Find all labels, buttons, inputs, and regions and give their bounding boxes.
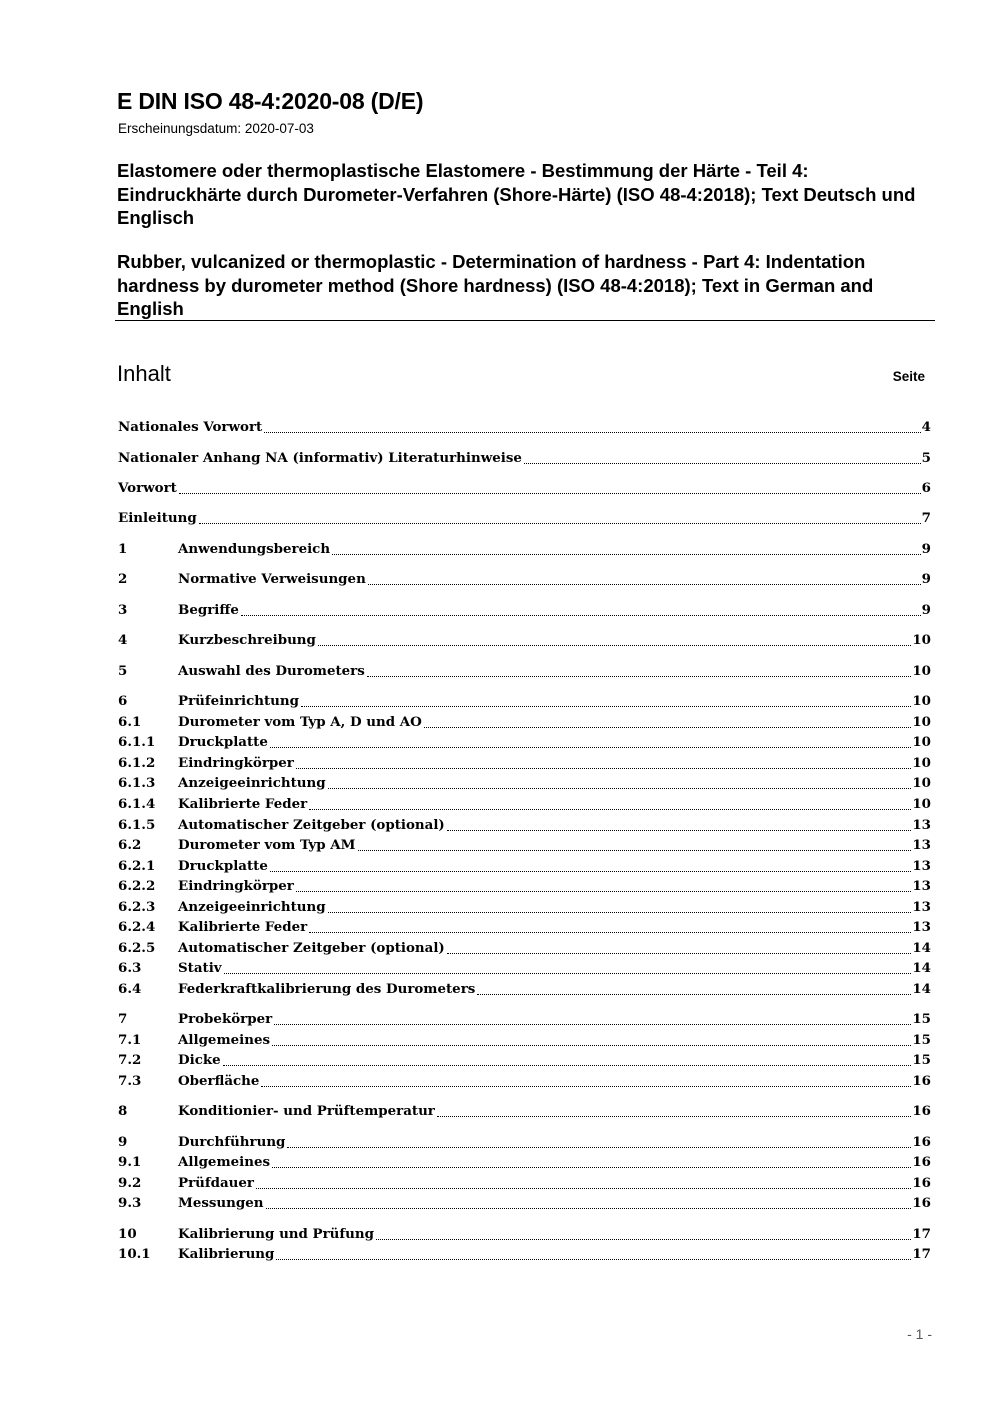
toc-entry[interactable] — [118, 773, 931, 793]
toc-entry[interactable] — [118, 876, 931, 896]
toc-entry-title: Vorwort — [118, 480, 177, 496]
toc-entry-number: 1 — [118, 541, 128, 557]
toc-entry-page: 16 — [912, 1134, 931, 1150]
page-number: - 1 - — [907, 1326, 932, 1342]
toc-entry-number: 8 — [118, 1103, 128, 1119]
toc-entry-page: 16 — [912, 1175, 931, 1191]
toc-dot-leader — [264, 432, 920, 433]
toc-entry-page: 9 — [921, 602, 931, 618]
toc-entry-number: 9.3 — [118, 1195, 142, 1211]
toc-dot-leader — [328, 788, 912, 789]
toc-entry-number: 6.2.3 — [118, 899, 156, 915]
toc-entry[interactable] — [118, 1224, 931, 1244]
toc-entry-number: 7.2 — [118, 1052, 142, 1068]
toc-entry-page: 10 — [912, 775, 931, 791]
toc-entry-title: Anzeigeeinrichtung — [178, 899, 326, 915]
toc-entry-title: Federkraftkalibrierung des Durometers — [178, 981, 476, 997]
toc-entry-title: Prüfeinrichtung — [178, 693, 300, 709]
toc-dot-leader — [261, 1086, 911, 1087]
toc-entry-number: 9.2 — [118, 1175, 142, 1191]
toc-dot-leader — [287, 1147, 911, 1148]
toc-entry-title: Messungen — [178, 1195, 264, 1211]
toc-entry-title: Kurzbeschreibung — [178, 632, 316, 648]
toc-entry-page: 10 — [912, 632, 931, 648]
toc-dot-leader — [256, 1188, 911, 1189]
toc-entry[interactable] — [118, 958, 931, 978]
toc-entry-title: Auswahl des Durometers — [178, 663, 365, 679]
toc-entry-title: Oberfläche — [178, 1073, 260, 1089]
toc-entry-page: 10 — [912, 796, 931, 812]
toc-entry-title: Kalibrierte Feder — [178, 919, 308, 935]
toc-dot-leader — [358, 850, 912, 851]
toc-entry[interactable] — [118, 661, 931, 681]
toc-entry[interactable] — [118, 630, 931, 650]
toc-dot-leader — [367, 676, 912, 677]
toc-entry-number: 6.2.5 — [118, 940, 156, 956]
toc-entry-number: 6.2.1 — [118, 858, 156, 874]
toc-entry[interactable] — [118, 732, 931, 752]
toc-entry-page: 10 — [912, 734, 931, 750]
toc-entry[interactable] — [118, 938, 931, 958]
toc-dot-leader — [309, 809, 911, 810]
toc-entry-number: 10 — [118, 1226, 137, 1242]
toc-entry-title: Normative Verweisungen — [178, 571, 366, 587]
toc-entry-title: Nationaler Anhang NA (informativ) Literaturhinweise — [118, 450, 522, 466]
toc-entry-page: 6 — [921, 480, 931, 496]
toc-entry[interactable] — [118, 1101, 931, 1121]
toc-entry-title: Dicke — [178, 1052, 221, 1068]
toc-entry-title: Druckplatte — [178, 734, 268, 750]
toc-entry-number: 7.1 — [118, 1032, 142, 1048]
toc-entry-number: 3 — [118, 602, 128, 618]
toc-entry-title: Kalibrierung — [178, 1246, 275, 1262]
toc-dot-leader — [270, 747, 912, 748]
toc-entry-number: 7.3 — [118, 1073, 142, 1089]
toc-entry-number: 7 — [118, 1011, 128, 1027]
toc-entry-title: Prüfdauer — [178, 1175, 254, 1191]
toc-entry[interactable] — [118, 1173, 931, 1193]
toc-entry-number: 6.1 — [118, 714, 142, 730]
toc-entry-page: 10 — [912, 714, 931, 730]
toc-entry-page: 16 — [912, 1154, 931, 1170]
toc-entry[interactable] — [118, 1030, 931, 1050]
toc-dot-leader — [368, 584, 921, 585]
toc-entry[interactable] — [118, 539, 931, 559]
toc-entry-title: Automatischer Zeitgeber (optional) — [178, 817, 445, 833]
toc-entry-number: 9.1 — [118, 1154, 142, 1170]
toc-dot-leader — [179, 493, 921, 494]
toc-entry-title: Kalibrierung und Prüfung — [178, 1226, 375, 1242]
toc-entry-title: Begriffe — [178, 602, 239, 618]
toc-dot-leader — [524, 463, 921, 464]
toc-entry-title: Konditionier- und Prüftemperatur — [178, 1103, 435, 1119]
toc-entry-title: Anzeigeeinrichtung — [178, 775, 326, 791]
toc-entry-title: Durometer vom Typ A, D und AO — [178, 714, 422, 730]
toc-entry-page: 7 — [921, 510, 931, 526]
toc-entry-page: 16 — [912, 1195, 931, 1211]
toc-dot-leader — [376, 1239, 911, 1240]
toc-dot-leader — [199, 523, 921, 524]
toc-entry-page: 13 — [912, 919, 931, 935]
toc-entry[interactable] — [118, 753, 931, 773]
toc-entry-number: 6.3 — [118, 960, 142, 976]
toc-entry[interactable] — [118, 691, 931, 711]
toc-entry-number: 6.2.2 — [118, 878, 156, 894]
title-english: Rubber, vulcanized or thermoplastic - Determination of hardness - Part 4: Indentation hardness by durometer method (Shore hardness) (ISO 48-4:2018); Text in German and English — [117, 251, 874, 319]
toc-dot-leader — [224, 973, 912, 974]
toc-entry-page: 10 — [912, 755, 931, 771]
toc-entry-number: 6.2 — [118, 837, 142, 853]
toc-dot-leader — [276, 1259, 911, 1260]
toc-dot-leader — [274, 1024, 911, 1025]
toc-entry-title: Durometer vom Typ AM — [178, 837, 356, 853]
toc-entry-page: 13 — [912, 817, 931, 833]
toc-entry[interactable] — [118, 1071, 931, 1091]
toc-dot-leader — [241, 615, 921, 616]
toc-entry-number: 6.1.2 — [118, 755, 156, 771]
toc-page-label: Seite — [892, 369, 925, 384]
toc-entry[interactable] — [118, 600, 931, 620]
toc-entry[interactable] — [118, 1050, 931, 1070]
toc-entry[interactable] — [118, 448, 931, 468]
toc-entry-number: 5 — [118, 663, 128, 679]
toc-dot-leader — [332, 554, 921, 555]
toc-entry[interactable] — [118, 897, 931, 917]
toc-entry-page: 16 — [912, 1103, 931, 1119]
toc-entry-number: 6 — [118, 693, 128, 709]
toc-entry-title: Eindringkörper — [178, 878, 294, 894]
toc-entry-number: 6.1.4 — [118, 796, 156, 812]
toc-entry-title: Probekörper — [178, 1011, 273, 1027]
toc-entry-page: 16 — [912, 1073, 931, 1089]
toc-dot-leader — [266, 1208, 912, 1209]
toc-entry-page: 14 — [912, 960, 931, 976]
toc-entry[interactable] — [118, 478, 931, 498]
toc-dot-leader — [447, 830, 912, 831]
toc-dot-leader — [272, 1045, 911, 1046]
toc-heading: Inhalt — [117, 361, 171, 386]
toc-dot-leader — [328, 912, 912, 913]
toc-entry[interactable] — [118, 508, 931, 528]
toc-entry[interactable] — [118, 1193, 931, 1213]
toc-entry[interactable] — [118, 569, 931, 589]
toc-entry[interactable] — [118, 1244, 931, 1264]
toc-entry-title: Allgemeines — [178, 1032, 271, 1048]
toc-dot-leader — [223, 1065, 912, 1066]
toc-entry-page: 9 — [921, 571, 931, 587]
toc-entry[interactable] — [118, 1132, 931, 1152]
toc-entry-page: 10 — [912, 693, 931, 709]
toc-dot-leader — [296, 891, 912, 892]
toc-entry[interactable] — [118, 815, 931, 835]
toc-entry[interactable] — [118, 417, 931, 437]
toc-entry[interactable] — [118, 1009, 931, 1029]
toc-entry-number: 2 — [118, 571, 128, 587]
toc-entry-number: 6.2.4 — [118, 919, 156, 935]
toc-entry-title: Eindringkörper — [178, 755, 294, 771]
toc-entry-number: 6.1.5 — [118, 817, 156, 833]
toc-entry[interactable] — [118, 835, 931, 855]
toc-entry[interactable] — [118, 979, 931, 999]
toc-entry-page: 10 — [912, 663, 931, 679]
toc-entry-title: Kalibrierte Feder — [178, 796, 308, 812]
toc-entry-page: 14 — [912, 940, 931, 956]
toc-entry-title: Einleitung — [118, 510, 197, 526]
toc-entry-page: 13 — [912, 837, 931, 853]
toc-dot-leader — [270, 871, 912, 872]
toc-dot-leader — [301, 706, 911, 707]
toc-entry-page: 15 — [912, 1052, 931, 1068]
toc-entry-page: 17 — [912, 1246, 931, 1262]
toc-entry-page: 4 — [921, 419, 931, 435]
toc-entry[interactable] — [118, 1152, 931, 1172]
toc-entry-page: 13 — [912, 858, 931, 874]
toc-entry-number: 6.1.1 — [118, 734, 156, 750]
toc-entry-page: 17 — [912, 1226, 931, 1242]
toc-entry-title: Nationales Vorwort — [118, 419, 263, 435]
toc-dot-leader — [309, 932, 911, 933]
toc-entry-title: Durchführung — [178, 1134, 286, 1150]
toc-entry-number: 6.1.3 — [118, 775, 156, 791]
toc-dot-leader — [424, 727, 912, 728]
toc-entry-number: 6.4 — [118, 981, 142, 997]
toc-entry[interactable] — [118, 712, 931, 732]
toc-entry-page: 14 — [912, 981, 931, 997]
publication-date: Erscheinungsdatum: 2020-07-03 — [118, 121, 314, 136]
toc-entry-number: 9 — [118, 1134, 128, 1150]
toc-entry-title: Allgemeines — [178, 1154, 271, 1170]
toc-dot-leader — [447, 953, 912, 954]
toc-entry-page: 15 — [912, 1032, 931, 1048]
toc-entry-title: Stativ — [178, 960, 222, 976]
toc-entry-page: 15 — [912, 1011, 931, 1027]
toc-entry-number: 10.1 — [118, 1246, 151, 1262]
document-id: E DIN ISO 48-4:2020-08 (D/E) — [117, 88, 424, 114]
toc-entry[interactable] — [118, 917, 931, 937]
toc-entry-page: 5 — [921, 450, 931, 466]
toc-entry-page: 9 — [921, 541, 931, 557]
toc-dot-leader — [272, 1167, 911, 1168]
title-divider — [115, 320, 935, 321]
toc-dot-leader — [318, 645, 911, 646]
toc-entry-page: 13 — [912, 878, 931, 894]
title-german: Elastomere oder thermoplastische Elastomere - Bestimmung der Härte - Teil 4: Eindruckhärte durch Durometer-Verfahren (Shore-Härte) (ISO 48-4:2018); Text Deutsch und Englisch — [117, 160, 916, 228]
toc-entry-title: Anwendungsbereich — [178, 541, 331, 557]
toc-entry[interactable] — [118, 794, 931, 814]
toc-entry[interactable] — [118, 856, 931, 876]
toc-entry-number: 4 — [118, 632, 128, 648]
toc-entry-title: Druckplatte — [178, 858, 268, 874]
toc-entry-page: 13 — [912, 899, 931, 915]
toc-dot-leader — [296, 768, 912, 769]
toc-entry-title: Automatischer Zeitgeber (optional) — [178, 940, 445, 956]
toc-dot-leader — [437, 1116, 911, 1117]
toc-dot-leader — [477, 994, 911, 995]
